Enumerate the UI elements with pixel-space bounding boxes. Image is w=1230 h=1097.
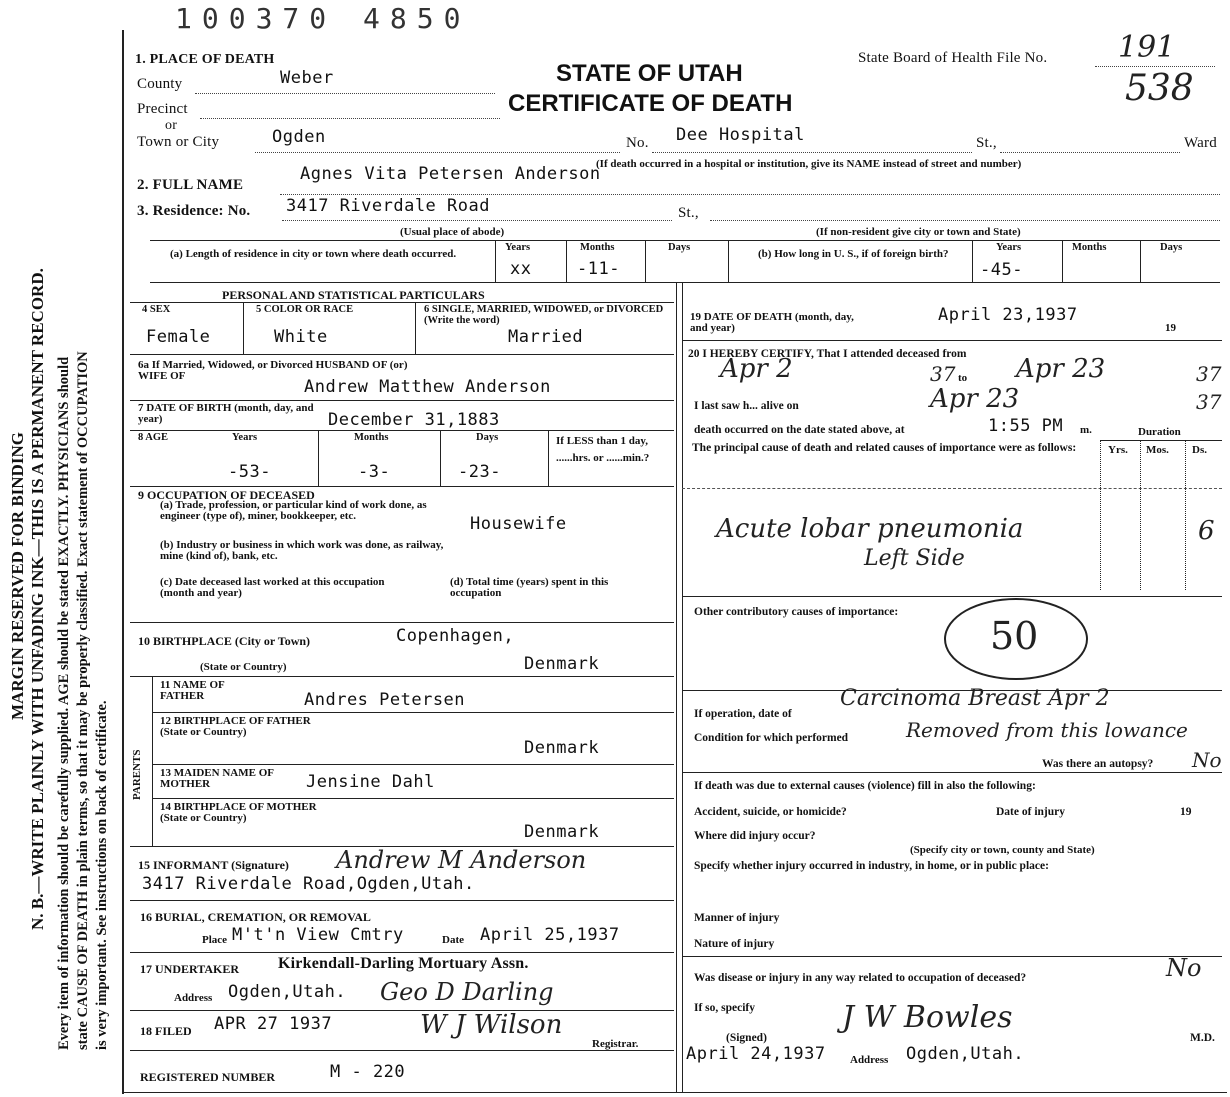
- row-line-8: [152, 764, 674, 765]
- residence-box-top: [150, 240, 1220, 241]
- father-birthplace-label: 12 BIRTHPLACE OF FATHER (State or Country): [160, 715, 311, 738]
- res-years-value: xx: [510, 259, 532, 279]
- res-col-4: [728, 240, 729, 282]
- yrs-header: Yrs.: [1108, 444, 1128, 456]
- race-label: 5 COLOR OR RACE: [256, 304, 354, 315]
- row-line-12: [130, 952, 674, 953]
- full-name-line: [280, 194, 1220, 195]
- informant-signature: Andrew M Anderson: [336, 846, 587, 874]
- place-of-death-label: 1. PLACE OF DEATH: [135, 52, 275, 67]
- specify-industry-label: Specify whether injury occurred in industry, in home, or in public place:: [694, 860, 1049, 872]
- certify-label: 20 I HEREBY CERTIFY, That I attended deceased from: [688, 348, 967, 360]
- occupation-d-label: (d) Total time (years) spent in this occupation: [450, 576, 609, 599]
- title-certificate: CERTIFICATE OF DEATH: [508, 90, 793, 117]
- other-causes-label: Other contributory causes of importance:: [694, 606, 899, 618]
- us-days-header: Days: [1160, 242, 1183, 253]
- occupation-a-label: (a) Trade, profession, or particular kind of work done, as engineer (type of), miner, bookkeeper, etc.: [160, 499, 427, 522]
- father-name-value: Andres Petersen: [304, 690, 466, 710]
- mother-birthplace-label: 14 BIRTHPLACE OF MOTHER (State or Country): [160, 801, 317, 824]
- us-col-2: [1062, 240, 1063, 282]
- birthplace-city: Copenhagen,: [396, 626, 515, 646]
- cause-secondary: Left Side: [864, 546, 965, 571]
- res-col-2: [566, 240, 567, 282]
- file-number-2: 538: [1125, 68, 1194, 109]
- us-col-3: [1140, 240, 1141, 282]
- burial-date-label: Date: [442, 934, 464, 946]
- street-label: St.,: [976, 135, 997, 151]
- length-residence-label: (a) Length of residence in city or town where death occurred.: [170, 248, 457, 260]
- sex-col-line: [243, 302, 244, 354]
- res-col-3: [645, 240, 646, 282]
- row-line-9: [152, 798, 674, 799]
- injury-date-19: 19: [1180, 806, 1192, 818]
- form-bottom-border: [122, 1092, 1227, 1093]
- residence-box-bottom: [150, 282, 1220, 283]
- margin-ink-note: N. B.—WRITE PLAINLY WITH UNFADING INK—THIS IS A PERMANENT RECORD.: [28, 268, 47, 930]
- occupation-label: 9 OCCUPATION OF DECEASED: [138, 488, 315, 502]
- margin-instructions-1: Every item of information should be carefully supplied. AGE should be stated EXACTLY. PHYSICIANS should: [56, 356, 72, 1050]
- parents-col-line: [152, 676, 153, 846]
- age-days-value: -23-: [458, 462, 501, 482]
- center-divider-2: [682, 282, 683, 1092]
- usual-abode-note: (Usual place of abode): [400, 226, 505, 238]
- center-divider: [676, 282, 677, 1092]
- marital-value: Married: [508, 327, 584, 347]
- date-of-death-label: 19 DATE OF DEATH (month, day, and year): [690, 311, 854, 334]
- registered-number-value: M - 220: [330, 1062, 406, 1082]
- undertaker-address-value: Ogden,Utah.: [228, 982, 347, 1002]
- attended-to: Apr 23: [1016, 354, 1106, 384]
- town-value: Ogden: [272, 127, 326, 147]
- last-saw-year: 37: [1196, 390, 1222, 414]
- specify-city-note: (Specify city or town, county and State): [910, 844, 1095, 856]
- dob-label: 7 DATE OF BIRTH (month, day, and year): [138, 402, 314, 425]
- principal-cause-label: The principal cause of death and related causes of importance were as follows:: [692, 442, 1077, 454]
- nature-label: Nature of injury: [694, 938, 775, 950]
- external-causes-label: If death was due to external causes (violence) fill in also the following:: [694, 780, 1036, 792]
- age-col-1: [318, 430, 319, 486]
- date-of-death-19: 19: [1165, 322, 1176, 334]
- residence-value: 3417 Riverdale Road: [286, 196, 490, 216]
- mother-birthplace-value: Denmark: [524, 822, 600, 842]
- age-days-header: Days: [476, 432, 499, 443]
- undertaker-label: 17 UNDERTAKER: [140, 962, 240, 976]
- age-months-header: Months: [354, 432, 389, 443]
- birthplace-state-label: (State or Country): [200, 661, 287, 673]
- age-col-2: [440, 430, 441, 486]
- county-line: [195, 93, 495, 94]
- cause-primary: Acute lobar pneumonia: [716, 514, 1024, 544]
- residence-label: 3. Residence: No.: [137, 203, 251, 219]
- margin-instructions-3: is very important. See instructions on back of certificate.: [94, 700, 110, 1050]
- registrar-label: Registrar.: [592, 1038, 639, 1050]
- sex-value: Female: [146, 327, 211, 347]
- mother-name-label: 13 MAIDEN NAME OF MOTHER: [160, 767, 274, 790]
- undertaker-address-label: Address: [174, 992, 213, 1004]
- street-number-line: [652, 152, 972, 153]
- occupation-b-label: (b) Industry or business in which work was done, as railway, mine (kind of), bank, etc.: [160, 539, 444, 562]
- personal-header: PERSONAL AND STATISTICAL PARTICULARS: [222, 288, 485, 302]
- form-left-border: [122, 30, 124, 1094]
- father-name-label: 11 NAME OF FATHER: [160, 679, 225, 702]
- non-resident-note: (If non-resident give city or town and State): [816, 226, 1021, 238]
- burial-label: 16 BURIAL, CREMATION, OR REMOVAL: [140, 910, 371, 924]
- personal-header-line: [130, 302, 674, 303]
- res-years-header: Years: [505, 242, 531, 253]
- mos-col: [1140, 440, 1141, 590]
- row-line-7: [152, 712, 674, 713]
- date-of-death-value: April 23,1937: [938, 305, 1078, 325]
- town-label: Town or City: [137, 134, 220, 150]
- mos-header: Mos.: [1146, 444, 1169, 456]
- spouse-label: 6a If Married, Widowed, or Divorced HUSBAND OF (or) WIFE OF: [138, 359, 408, 382]
- cause-code: 50: [990, 614, 1039, 658]
- row-line-5: [130, 622, 674, 623]
- burial-place-value: M't'n View Cmtry: [232, 925, 404, 945]
- operation-value: Carcinoma Breast Apr 2: [840, 686, 1110, 711]
- street-number-value: Dee Hospital: [676, 125, 805, 145]
- attended-from-year: 37: [930, 362, 956, 386]
- occupation-c-label: (c) Date deceased last worked at this occupation (month and year): [160, 576, 385, 599]
- res-days-header: Days: [668, 242, 691, 253]
- related-label: Was disease or injury in any way related to occupation of deceased?: [694, 972, 1027, 984]
- residence-street-line: [710, 220, 1220, 221]
- residence-street-label: St.,: [678, 205, 699, 221]
- death-occurred-label: death occurred on the date stated above, at: [694, 424, 905, 436]
- right-row-line-2: [682, 596, 1222, 597]
- accident-label: Accident, suicide, or homicide?: [694, 806, 847, 818]
- yrs-col: [1100, 440, 1101, 590]
- father-birthplace-value: Denmark: [524, 738, 600, 758]
- row-line-6: [130, 676, 674, 677]
- registrar-signature: W J Wilson: [420, 1010, 563, 1040]
- res-months-value: -11-: [577, 259, 620, 279]
- race-col-line: [415, 302, 416, 354]
- attended-from: Apr 2: [720, 354, 793, 384]
- related-value: No: [1166, 954, 1202, 982]
- attended-to-year: 37: [1196, 362, 1222, 386]
- signed-date: April 24,1937: [686, 1044, 826, 1064]
- file-number: 191: [1118, 30, 1176, 65]
- duration-label: Duration: [1138, 426, 1181, 438]
- last-saw-label: I last saw h... alive on: [694, 400, 799, 412]
- age-label: 8 AGE: [138, 432, 169, 443]
- age-years-header: Years: [232, 432, 258, 443]
- county-value: Weber: [280, 68, 334, 88]
- margin-instructions-2: state CAUSE OF DEATH in plain terms, so that it may be properly classified. Exact statement of OCCUPATION: [75, 351, 91, 1050]
- burial-place-label: Place: [202, 934, 228, 946]
- injury-date-label: Date of injury: [996, 806, 1065, 818]
- duration-header-line: [1100, 440, 1222, 441]
- occupation-value: Housewife: [470, 514, 567, 534]
- manner-label: Manner of injury: [694, 912, 780, 924]
- if-so-label: If so, specify: [694, 1002, 756, 1014]
- precinct-label: Precinct: [137, 101, 188, 117]
- row-line-3: [130, 430, 674, 431]
- age-col-3: [548, 430, 549, 486]
- how-long-us-label: (b) How long in U. S., if of foreign birth?: [758, 248, 949, 260]
- us-years-value: -45-: [980, 260, 1023, 280]
- right-row-line-5: [682, 956, 1222, 957]
- title-state: STATE OF UTAH: [556, 60, 743, 87]
- us-col-1: [972, 240, 973, 282]
- autopsy-value: No: [1192, 748, 1222, 772]
- physician-address: Ogden,Utah.: [906, 1044, 1025, 1064]
- file-number-line: [1095, 66, 1215, 67]
- ward-label: Ward: [1184, 135, 1217, 151]
- birthplace-country: Denmark: [524, 654, 600, 674]
- signed-label: (Signed): [726, 1032, 767, 1044]
- last-saw-value: Apr 23: [930, 384, 1020, 414]
- burial-date-value: April 25,1937: [480, 925, 620, 945]
- town-line: [255, 152, 620, 153]
- registered-number-label: REGISTERED NUMBER: [140, 1070, 276, 1084]
- right-row-line-4: [682, 772, 1222, 773]
- physician-signature: J W Bowles: [842, 1000, 1013, 1035]
- where-injury-label: Where did injury occur?: [694, 830, 816, 842]
- marital-label: 6 SINGLE, MARRIED, WIDOWED, or DIVORCED (Write the word): [424, 304, 664, 326]
- row-line-4: [130, 486, 674, 487]
- row-line-13: [130, 1010, 674, 1011]
- margin-binding-note: MARGIN RESERVED FOR BINDING: [8, 432, 27, 720]
- md-label: M.D.: [1190, 1032, 1215, 1044]
- row-line-14: [130, 1050, 674, 1051]
- res-months-header: Months: [580, 242, 615, 253]
- or-label: or: [165, 118, 178, 133]
- filed-value: APR 27 1937: [214, 1014, 333, 1034]
- age-months-value: -3-: [358, 462, 391, 482]
- full-name-label: 2. FULL NAME: [137, 177, 244, 193]
- right-row-line-1: [682, 340, 1222, 341]
- age-years-value: -53-: [228, 462, 271, 482]
- informant-label: 15 INFORMANT (Signature): [138, 858, 289, 872]
- spouse-value: Andrew Matthew Anderson: [304, 377, 551, 397]
- less-than-day-label: If LESS than 1 day, ......hrs. or ......min.?: [556, 435, 650, 464]
- ds-col: [1185, 440, 1186, 590]
- sex-label: 4 SEX: [142, 304, 171, 315]
- county-label: County: [137, 76, 183, 92]
- street-number-label: No.: [626, 135, 649, 151]
- condition-value: Removed from this lowance: [906, 718, 1188, 742]
- cause-dash-1: [682, 488, 1222, 489]
- res-col-1: [495, 240, 496, 282]
- street-line: [1000, 152, 1180, 153]
- operation-label: If operation, date of: [694, 708, 792, 720]
- row-line-1: [130, 354, 674, 355]
- death-time-m: m.: [1080, 424, 1092, 436]
- residence-line: [282, 220, 672, 221]
- mother-name-value: Jensine Dahl: [306, 772, 435, 792]
- row-line-11: [130, 900, 674, 901]
- ds-header: Ds.: [1192, 444, 1207, 456]
- filed-label: 18 FILED: [140, 1024, 192, 1038]
- us-months-header: Months: [1072, 242, 1107, 253]
- physician-address-label: Address: [850, 1054, 889, 1066]
- autopsy-label: Was there an autopsy?: [1042, 758, 1154, 770]
- undertaker-value: Kirkendall-Darling Mortuary Assn.: [278, 955, 529, 972]
- undertaker-signature: Geo D Darling: [380, 978, 554, 1006]
- full-name-value: Agnes Vita Petersen Anderson: [300, 164, 601, 184]
- serial-number: 100370 4850: [175, 2, 471, 35]
- informant-address: 3417 Riverdale Road,Ogden,Utah.: [142, 874, 475, 894]
- death-time-value: 1:55 PM: [988, 416, 1064, 436]
- dob-value: December 31,1883: [328, 410, 500, 430]
- hospital-note: (If death occurred in a hospital or institution, give its NAME instead of street and number): [596, 158, 1022, 170]
- birthplace-label: 10 BIRTHPLACE (City or Town): [138, 634, 311, 648]
- file-number-label: State Board of Health File No.: [858, 50, 1048, 66]
- cause-duration-days: 6: [1198, 516, 1215, 546]
- us-years-header: Years: [996, 242, 1022, 253]
- condition-label: Condition for which performed: [694, 732, 849, 744]
- race-value: White: [274, 327, 328, 347]
- precinct-line: [200, 118, 500, 119]
- parents-label: PARENTS: [131, 749, 143, 800]
- attended-to-label: to: [958, 372, 968, 384]
- row-line-2: [130, 400, 674, 401]
